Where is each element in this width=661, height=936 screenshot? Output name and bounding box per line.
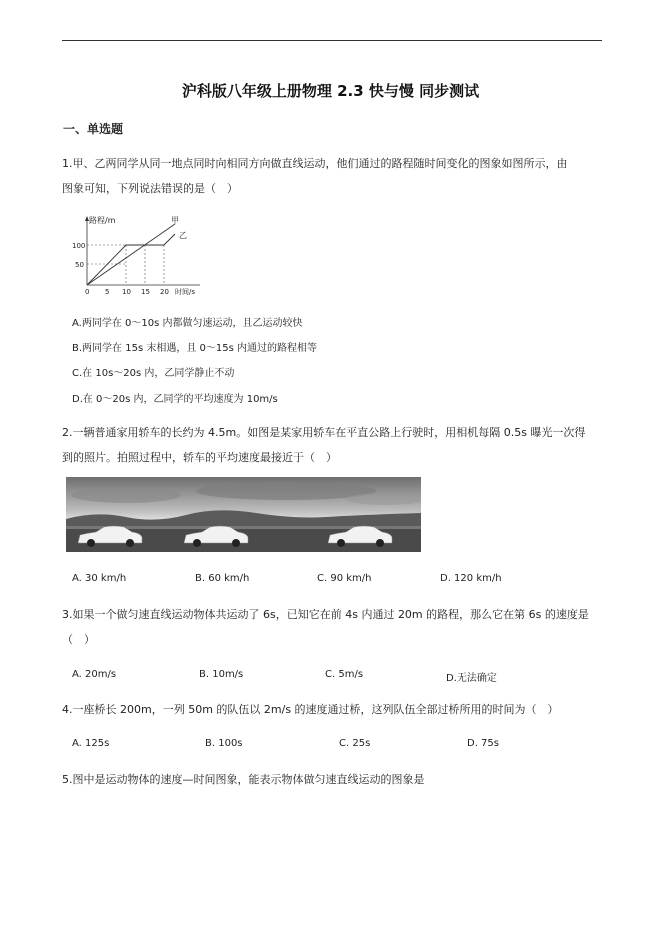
q2-option-b: B. 60 km/h xyxy=(195,573,250,584)
x-tick-5: 5 xyxy=(105,288,110,296)
header-rule xyxy=(62,40,602,41)
question-4-line-1: 4.一座桥长 200m，一列 50m 的队伍以 2m/s 的速度通过桥，这列队伍全部过桥所用的时间为（ ） xyxy=(62,703,559,716)
page-title: 沪科版八年级上册物理 2.3 快与慢 同步测试 xyxy=(181,82,480,100)
section-heading: 一、单选题 xyxy=(63,122,124,136)
x-tick-10: 10 xyxy=(122,288,131,296)
y-axis-label: 路程/m xyxy=(89,216,116,225)
x-tick-15: 15 xyxy=(141,288,150,296)
question-3-line-1: 3.如果一个做匀速直线运动物体共运动了 6s，已知它在前 4s 内通过 20m 的路程，那么它在第 6s 的速度是 xyxy=(62,608,589,621)
question-5-line-1: 5.图中是运动物体的速度—时间图象，能表示物体做匀速直线运动的图象是 xyxy=(62,773,425,786)
q4-option-c: C. 25s xyxy=(339,738,371,749)
q4-option-a: A. 125s xyxy=(72,738,110,749)
question-2-line-2: 到的照片。拍照过程中，轿车的平均速度最接近于（ ） xyxy=(62,451,337,464)
q3-option-d: D.无法确定 xyxy=(446,673,497,684)
question-1-line-1: 1.甲、乙两同学从同一地点同时向相同方向做直线运动，他们通过的路程随时间变化的图象如图所示，由 xyxy=(62,157,568,170)
question-2-line-1: 2.一辆普通家用轿车的长约为 4.5m。如图是某家用轿车在平直公路上行驶时，用相机每隔 0.5s 曝光一次得 xyxy=(62,426,586,439)
q1-option-a: A.两同学在 0～10s 内都做匀速运动，且乙运动较快 xyxy=(72,318,303,329)
question-3-line-2: （ ） xyxy=(62,633,95,646)
series-yi-label: 乙 xyxy=(179,231,187,240)
x-tick-0: 0 xyxy=(85,288,90,296)
q2-option-d: D. 120 km/h xyxy=(440,573,502,584)
series-jia-label: 甲 xyxy=(171,216,179,225)
q1-option-c: C.在 10s～20s 内，乙同学静止不动 xyxy=(72,368,235,379)
distance-time-graph xyxy=(72,212,212,297)
q4-option-d: D. 75s xyxy=(467,738,499,749)
x-axis-label: 时间/s xyxy=(175,288,196,296)
q1-option-b: B.两同学在 15s 末相遇，且 0～15s 内通过的路程相等 xyxy=(72,343,317,354)
q2-option-a: A. 30 km/h xyxy=(72,573,127,584)
y-tick-100: 100 xyxy=(72,242,86,250)
series-jia-line xyxy=(87,224,175,285)
q3-option-a: A. 20m/s xyxy=(72,669,117,680)
q4-option-b: B. 100s xyxy=(205,738,243,749)
q3-option-b: B. 10m/s xyxy=(199,669,244,680)
q3-option-c: C. 5m/s xyxy=(325,669,364,680)
question-1-line-2: 图象可知，下列说法错误的是（ ） xyxy=(62,182,238,195)
y-tick-50: 50 xyxy=(75,261,84,269)
x-tick-20: 20 xyxy=(160,288,169,296)
series-yi-line xyxy=(87,234,175,285)
q2-option-c: C. 90 km/h xyxy=(317,573,372,584)
car-photo xyxy=(66,477,421,552)
q1-option-d: D.在 0～20s 内，乙同学的平均速度为 10m/s xyxy=(72,394,278,405)
cloud xyxy=(71,487,181,503)
